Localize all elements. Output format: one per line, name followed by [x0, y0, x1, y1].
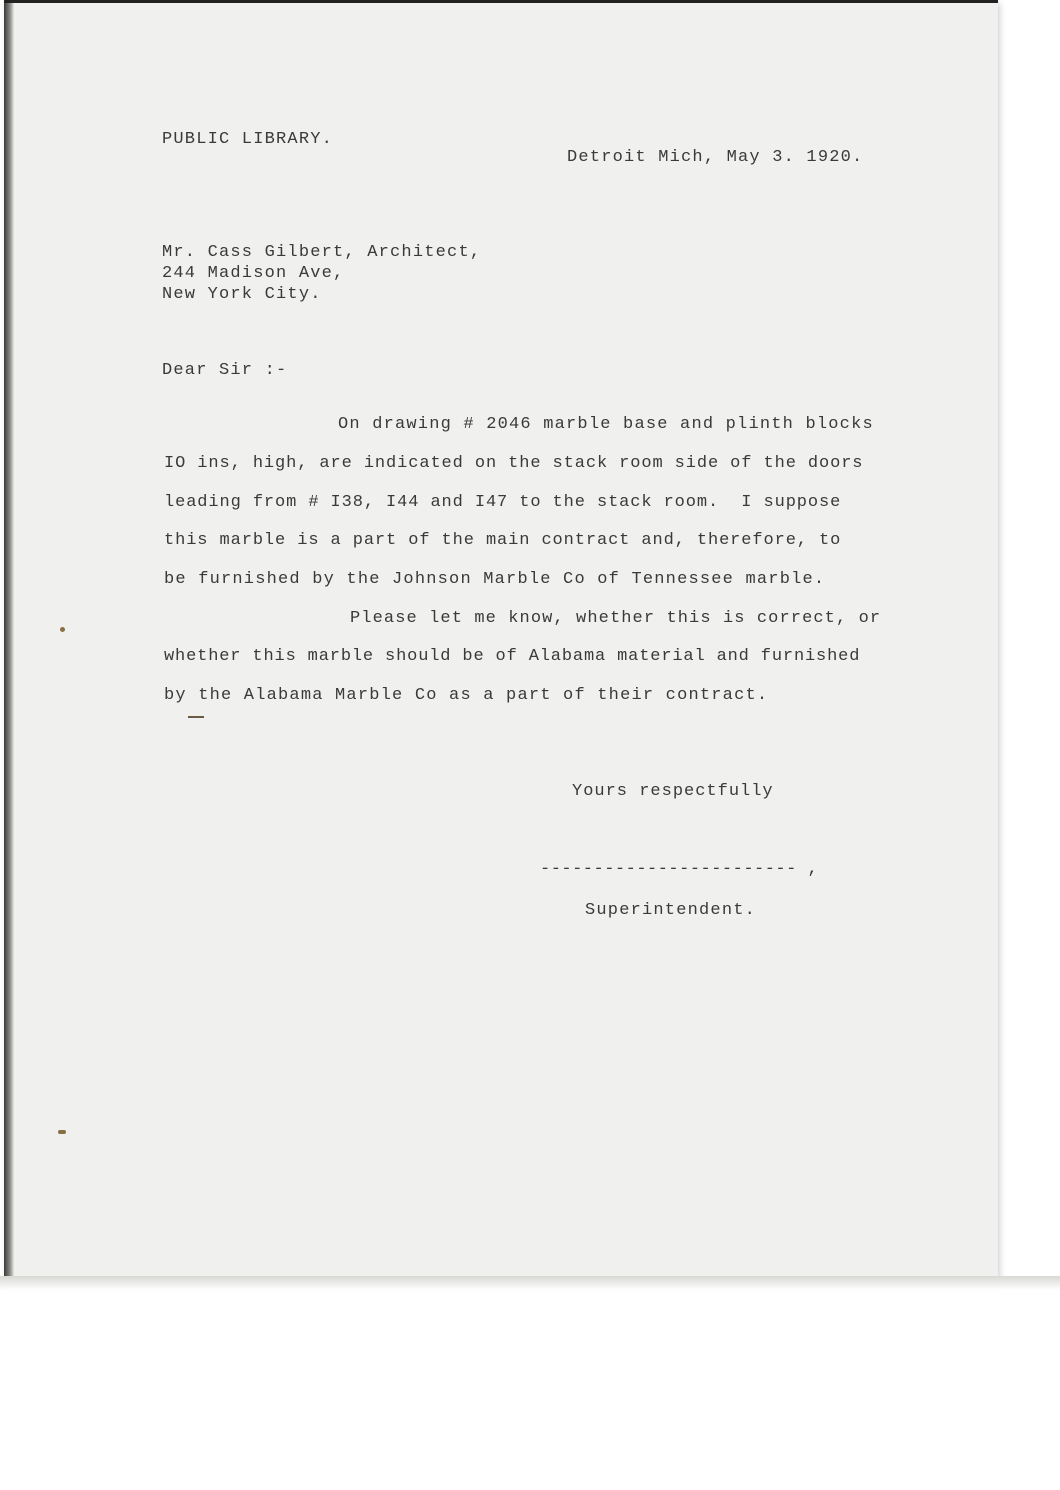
recipient-line-1: Mr. Cass Gilbert, Architect, [162, 243, 482, 262]
closing: Yours respectfully [572, 782, 774, 801]
letter-page [4, 0, 998, 1283]
dateline: Detroit Mich, May 3. 1920. [567, 148, 864, 167]
paragraph-1-line-1: On drawing # 2046 marble base and plinth blocks [338, 415, 874, 434]
recipient-line-2: 244 Madison Ave, [162, 264, 345, 283]
salutation: Dear Sir :- [162, 361, 288, 380]
paper-speck [188, 716, 204, 718]
page-bottom-shadow [0, 1276, 1060, 1290]
paragraph-2-line-3: by the Alabama Marble Co as a part of their contract. [164, 686, 769, 705]
paper-speck [58, 1130, 66, 1134]
recipient-line-3: New York City. [162, 285, 322, 304]
signature-line: ------------------------ , [540, 860, 819, 879]
letterhead: PUBLIC LIBRARY. [162, 130, 334, 149]
page-edge-shadow [4, 3, 14, 1283]
signer-title: Superintendent. [585, 901, 757, 920]
paragraph-1-line-4: this marble is a part of the main contract and, therefore, to [164, 531, 842, 550]
paper-speck [60, 627, 65, 632]
paragraph-2-line-1: Please let me know, whether this is correct, or [350, 609, 882, 628]
paragraph-1-line-2: IO ins, high, are indicated on the stack room side of the doors [164, 454, 864, 473]
paragraph-1-line-5: be furnished by the Johnson Marble Co of Tennessee marble. [164, 570, 826, 589]
paragraph-1-line-3: leading from # I38, I44 and I47 to the stack room. I suppose [164, 493, 842, 512]
paragraph-2-line-2: whether this marble should be of Alabama material and furnished [164, 647, 861, 666]
